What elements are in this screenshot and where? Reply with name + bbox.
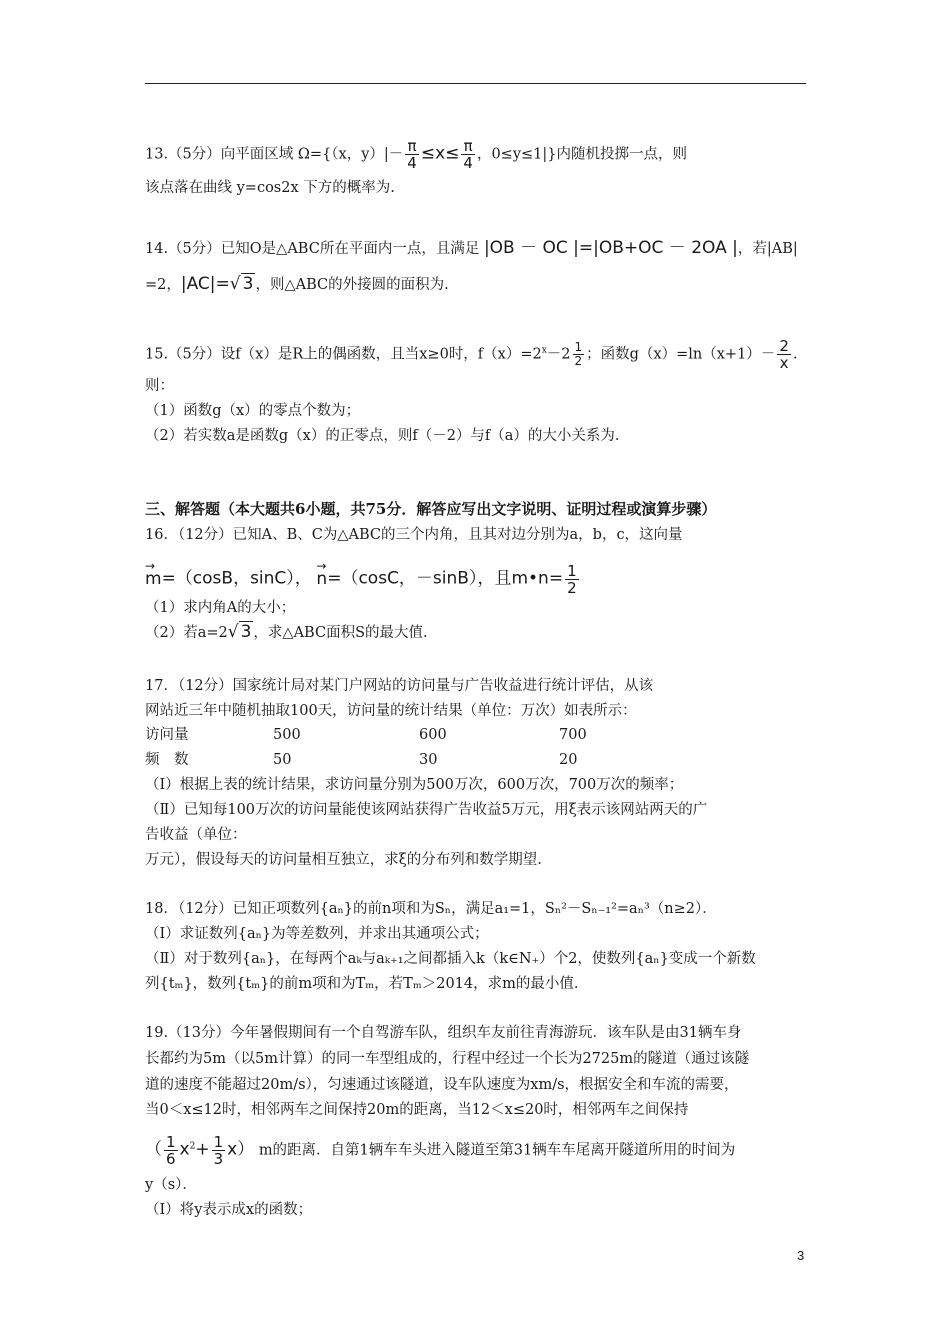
q15-frac1: $\frac{1}{2}$ — [574, 340, 583, 368]
q15-text-b: －2 — [546, 346, 571, 363]
q15-text-c: ；函数g（x）=ln（x+1）－ — [586, 346, 776, 363]
q19-frac1: $\frac{1}{6}$ — [166, 1133, 176, 1168]
table-cell: 500 — [273, 727, 301, 743]
q19-paren-open: （ — [145, 1139, 162, 1160]
q16-sqrt: √ 3 — [227, 622, 252, 642]
table-cell: 频 数 — [145, 752, 189, 768]
q16-frac: $\frac{1}{2}$ — [567, 562, 577, 597]
q16-line4 — [145, 622, 428, 643]
q17-line4: （Ⅱ）已知每100万次的访问量能使该网站获得广告收益5万元，用ξ表示该网站两天的广 — [145, 802, 708, 818]
q17-line5: 告收益（单位： — [145, 827, 247, 843]
q15-text-d: . — [792, 346, 798, 363]
q16-text-a: （2）若a=2 — [145, 625, 228, 641]
table-cell: 访问量 — [145, 727, 189, 743]
q18-line2: （Ⅰ）求证数列{aₙ}为等差数列，并求出其通项公式； — [145, 926, 489, 942]
q16-vec-m: → m — [145, 569, 162, 589]
page-number: 3 — [797, 1248, 805, 1263]
q15-frac2: $\frac{2}{x}$ — [779, 337, 789, 372]
q14-text-a: 14.（5分）已知O是△ABC所在平面内一点，且满足 — [145, 241, 480, 257]
q13-frac1: $\frac{\pi}{4}$ — [407, 137, 417, 172]
q14-text-b: ，若|AB| — [737, 241, 798, 257]
q15-line4: （2）若实数a是函数g（x）的正零点，则f（－2）与f（a）的大小关系为. — [145, 428, 620, 444]
q14-text-c: =2， — [145, 277, 181, 293]
q19-line6: y（s）． — [145, 1177, 197, 1193]
q19-text: m的距离．自第1辆车车头进入隧道至第31辆车车尾离开隧道所用的时间为 — [258, 1142, 736, 1159]
q13-text-b: ，0≤y≤1|}内随机投掷一点，则 — [476, 146, 688, 163]
q17-line3: （Ⅰ）根据上表的统计结果，求访问量分别为500万次，600万次，700万次的频率； — [145, 777, 684, 793]
q19-line7: （Ⅰ）将y表示成x的函数； — [145, 1202, 313, 1218]
q14-line2 — [145, 274, 449, 295]
q16-n-expr: =（cosC，－sinB），且 — [327, 568, 512, 589]
table-cell: 20 — [559, 752, 578, 768]
q19-plus: + — [195, 1139, 210, 1160]
q16-line1: 16．（12分）已知A、B、C为△ABC的三个内角，且其对边分别为a，b，c，这向量 — [145, 527, 683, 543]
q19-line4: 当0＜x≤12时，相邻两车之间保持20m的距离，当12＜x≤20时，相邻两车之间保持 — [145, 1102, 689, 1118]
q17-line2: 网站近三年中随机抽取100天，访问量的统计结果（单位：万次）如表所示： — [145, 703, 637, 719]
q19-paren-close: x） — [227, 1139, 255, 1160]
q14-vector-expression: |OB － OC |=|OB+OC － 2OA | — [483, 238, 738, 258]
q19-frac2: $\frac{1}{3}$ — [213, 1133, 224, 1168]
q15-line3: （1）函数g（x）的零点个数为； — [145, 403, 361, 419]
q13-line2: 该点落在曲线 y=cos2x 下方的概率为. — [145, 180, 395, 196]
table-cell: 50 — [273, 752, 292, 768]
q18-line3: （Ⅱ）对于数列{aₙ}，在每两个aₖ与aₖ₊₁之间都插入k（k∈N₊）个2，使数列{aₙ}变成一个新数 — [145, 951, 756, 967]
q15-sup: x — [541, 345, 547, 356]
q16-dot-expr: m•n= — [511, 568, 564, 589]
q16-line3: （1）求内角A的大小； — [145, 600, 296, 616]
q13-ineq: ≤x≤ — [420, 143, 460, 164]
q13-text-a: 13.（5分）向平面区域 Ω={（x，y）|－ — [145, 146, 404, 163]
q17-line1: 17．（12分）国家统计局对某门户网站的访问量与广告收益进行统计评估，从该 — [145, 678, 654, 694]
q15-line1 — [145, 338, 797, 371]
q13-line1 — [145, 138, 687, 171]
q19-sup: 2 — [189, 1141, 196, 1152]
q19-line5 — [145, 1134, 735, 1167]
q14-line1 — [145, 238, 798, 259]
table-cell: 30 — [419, 752, 438, 768]
q13-frac2: $\frac{\pi}{4}$ — [463, 137, 473, 172]
q16-line2 — [145, 563, 581, 596]
q19-line2: 长都约为5m（以5m计算）的同一车型组成的，行程中经过一个长为2725m的隧道（通过该隧 — [145, 1051, 750, 1067]
q19-line1: 19.（13分）今年暑假期间有一个自驾游车队，组织车友前往青海游玩．该车队是由31辆车身 — [145, 1025, 742, 1041]
header-rule — [145, 83, 806, 84]
q14-sqrt: √ 3 — [229, 274, 254, 294]
q15-line2: 则： — [145, 378, 174, 394]
section-3-heading: 三、解答题（本大题共6小题，共75分．解答应写出文字说明、证明过程或演算步骤） — [145, 500, 717, 518]
q14-abs-ac: |AC|= — [180, 274, 230, 294]
q19-x: x — [179, 1139, 190, 1160]
q15-text-a: 15.（5分）设f（x）是R上的偶函数，且当x≥0时，f（x）=2 — [145, 346, 542, 363]
table-cell: 600 — [419, 727, 447, 743]
q19-line3: 道的速度不能超过20m/s），匀速通过该隧道，设车队速度为xm/s，根据安全和车流的需要， — [145, 1077, 739, 1093]
q16-m-expr: =（cosB，sinC）， — [161, 568, 312, 589]
q17-line6: 万元），假设每天的访问量相互独立，求ξ的分布列和数学期望. — [145, 852, 542, 868]
table-cell: 700 — [559, 727, 587, 743]
q16-vec-n: → n — [316, 569, 327, 589]
q18-line1: 18．（12分）已知正项数列{aₙ}的前n项和为Sₙ，满足a₁=1，Sₙ²－Sₙ₋₁²=aₙ³（n≥2）． — [145, 901, 717, 917]
q16-text-b: ，求△ABC面积S的最大值. — [253, 625, 428, 641]
q14-text-d: ，则△ABC的外接圆的面积为. — [255, 277, 449, 293]
q18-line4: 列{tₘ}，数列{tₘ}的前m项和为Tₘ，若Tₘ＞2014，求m的最小值. — [145, 976, 579, 992]
